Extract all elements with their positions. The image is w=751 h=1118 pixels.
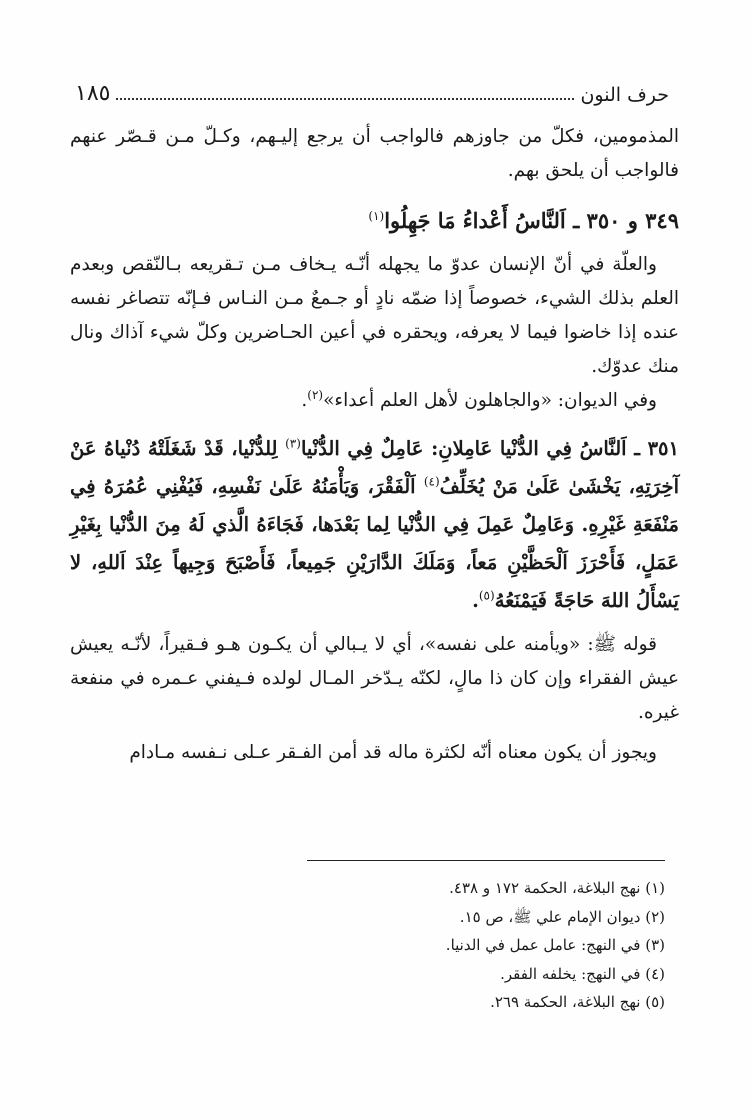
saying-351-end: . — [472, 589, 479, 612]
footnote-separator — [307, 860, 665, 861]
footnotes — [100, 874, 665, 1017]
paragraph-1: المذمومين، فكلّ من جاوزهم فالواجب أن يرجع إليـهم، وكـلّ مـن قـصّر عنهم فالواجب أن يلحق بهم. — [70, 126, 679, 181]
saying-351-part-c: اَلْفَقْرَ، وَيَأْمَنُهُ عَلَىٰ نَفْسِهِ، فَيُفْنِي عُمُرَهُ فِي مَنْفَعَةِ غَيْرِهِ. وَعَامِلٌ عَمِلَ فِي الدُّنْيا لِما بَعْدَها، فَجَاءَهُ الَّذي لَهُ مِنَ الدُّنْيا بِغَيْرِ عَمَلٍ، فَأَحْرَزَ اَلْحَظَّيْنِ مَعاً، وَمَلَكَ الدَّارَيْنِ جَمِيعاً، فَأَصْبَحَ وَجِيهاً عِنْدَ اَللهِ، لا يَسْأَلُ اللهَ حَاجَةً فَيَمْنَعُهُ — [70, 475, 679, 612]
footnote-ref-2: (٢) — [307, 387, 324, 402]
page-number: ١٨٥ — [75, 81, 111, 106]
diwan-quote: وفي الديوان: «والجاهلون لأهل العلم أعداء» — [323, 390, 657, 411]
saying-heading-text: ٣٤٩ و ٣٥٠ ـ اَلنَّاسُ أَعْداءُ مَا جَهِلُوا — [384, 208, 679, 233]
footnote-ref-4: (٤) — [423, 474, 440, 489]
header-dotted-leader — [116, 98, 574, 100]
paragraph-3: وفي الديوان: «والجاهلون لأهل العلم أعداء»$^{(٢)}$. — [301, 387, 657, 411]
footnote-ref-5: (٥) — [478, 588, 495, 603]
paragraph-5: ويجوز أن يكون معناه أنّه لكثرة ماله قد أمن الفـقر عـلى نـفسه مـادام — [129, 742, 657, 763]
footnote-3: (٣) في النهج: عامل عمل في الدنيا. — [445, 936, 665, 954]
page-body — [70, 120, 679, 770]
saying-heading-349-350 — [70, 202, 679, 240]
saying-351-part-b: لِلدُّنْيا، قَدْ شَغَلَتْهُ دُنْياهُ عَنْ آخِرَتِهِ، يَخْشَىٰ عَلَىٰ مَنْ يُخَلِّفُ — [70, 437, 679, 498]
paragraph-2: والعلّة في أنّ الإنسان عدوّ ما يجهله أنّـه يـخاف مـن تـقريعه بـالنّقص وبعدم العلم بذلك الشيء، خصوصاً إذا ضمّه نادٍ أو جـمعٌ مـن النـاس فـإنّه تتصاغر نفسه عنده إذا خاضوا فيما لا يعرفه، ويحقره في أعين الحـاضرين وكلّ شيء آذاك ونال منك عدوّك. — [70, 254, 679, 377]
saying-351 — [70, 430, 679, 620]
running-title: حرف النون — [580, 84, 669, 106]
footnote-5: (٥) نهج البلاغة، الحكمة ٢٦٩. — [490, 993, 665, 1011]
footnote-1: (١) نهج البلاغة، الحكمة ١٧٢ و ٤٣٨. — [449, 879, 665, 897]
page-header — [75, 72, 669, 106]
footnote-ref-1: (١) — [368, 209, 385, 223]
footnote-ref-3: (٣) — [285, 436, 301, 451]
footnote-2: (٢) ديوان الإمام علي ﷺ، ص ١٥. — [459, 907, 665, 926]
saying-351-part-a: ٣٥١ ـ اَلنَّاسُ فِي الدُّنْيا عَامِلانِ: عَامِلٌ فِي الدُّنْيا — [300, 437, 679, 460]
footnote-4: (٤) في النهج: يخلفه الفقر. — [500, 964, 665, 983]
paragraph-4: قوله ﷺ: «ويأمنه على نفسه»، أي لا يـبالي أن يكـون هـو فـقيراً، لأنّـه يعيش عيش الفقراء وإن كان ذا مالٍ، لكنّه يـدّخر المـال لولده فـيفني عـمره في منفعة غيره. — [70, 634, 679, 723]
